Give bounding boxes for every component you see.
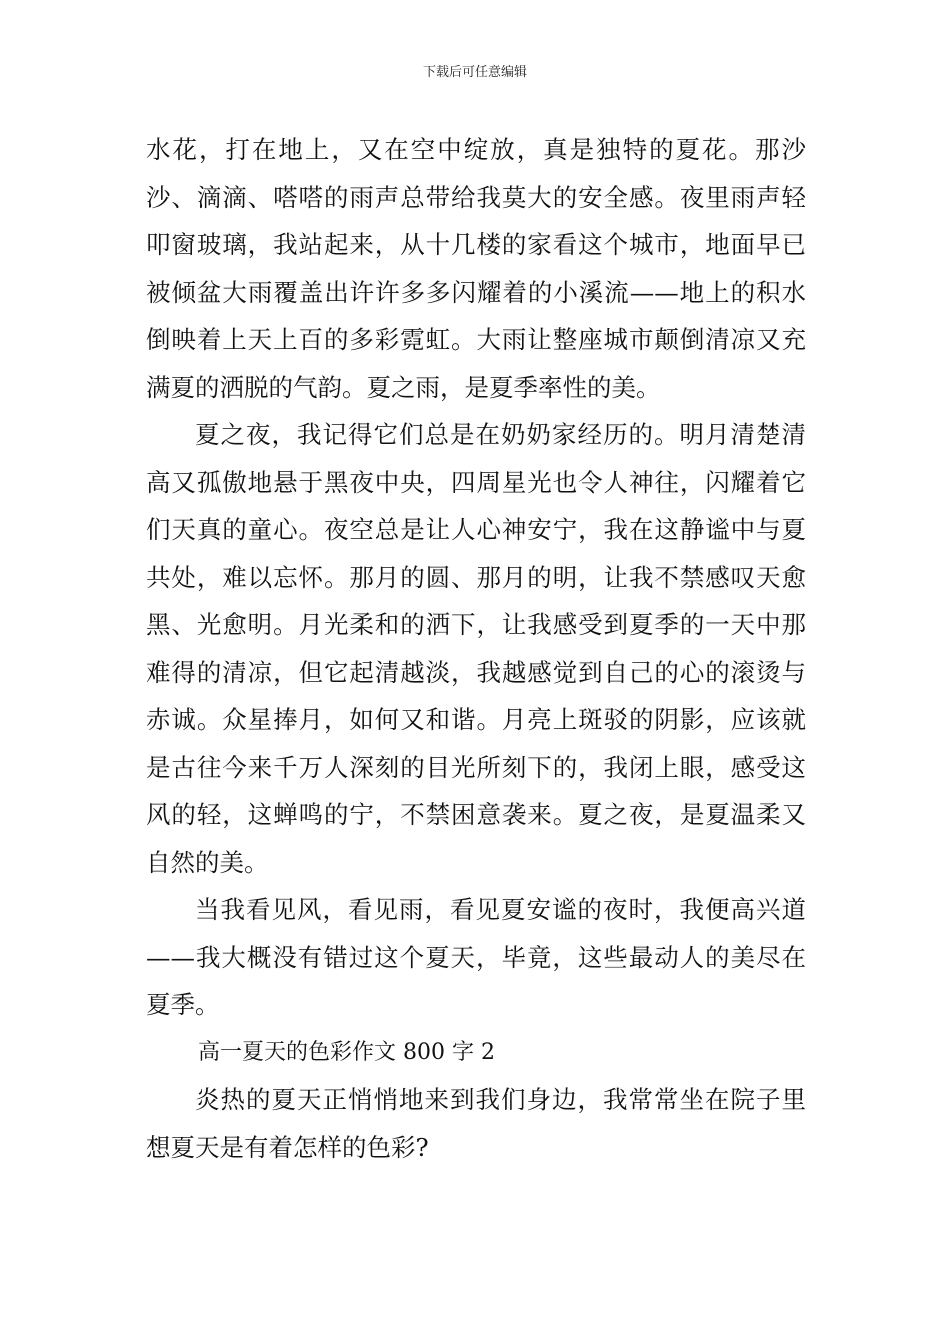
paragraph-conclusion: 当我看见风，看见雨，看见夏安谧的夜时，我便高兴道——我大概没有错过这个夏天，毕竟，这些最动人的美尽在夏季。 xyxy=(146,895,806,1019)
section-heading: 高一夏天的色彩作文 800 字 2 xyxy=(198,1039,495,1065)
paragraph-essay-2-intro: 炎热的夏天正悄悄地来到我们身边，我常常坐在院子里想夏天是有着怎样的色彩? xyxy=(146,1085,806,1162)
page-header-note: 下载后可任意编辑 xyxy=(422,65,527,80)
document-body xyxy=(146,126,806,1171)
paragraph-summer-rain: 水花，打在地上，又在空中绽放，真是独特的夏花。那沙沙、滴滴、嗒嗒的雨声总带给我莫大的安全感。夜里雨声轻叩窗玻璃，我站起来，从十几楼的家看这个城市，地面早已被倾盆大雨覆盖出许许多多闪耀着的小溪流——地上的积水倒映着上天上百的多彩霓虹。大雨让整座城市颠倒清凉又充满夏的洒脱的气韵。夏之雨，是夏季率性的美。 xyxy=(146,135,806,402)
paragraph-summer-night: 夏之夜，我记得它们总是在奶奶家经历的。明月清楚清高又孤傲地悬于黑夜中央，四周星光也令人神往，闪耀着它们天真的童心。夜空总是让人心神安宁，我在这静谧中与夏共处，难以忘怀。那月的圆、那月的明，让我不禁感叹天愈黑、光愈明。月光柔和的洒下，让我感受到夏季的一天中那难得的清凉，但它起清越淡，我越感觉到自己的心的滚烫与赤诚。众星捧月，如何又和谐。月亮上斑驳的阴影，应该就是古往今来千万人深刻的目光所刻下的，我闭上眼，感受这风的轻，这蝉鸣的宁，不禁困意袭来。夏之夜，是夏温柔又自然的美。 xyxy=(146,420,806,877)
